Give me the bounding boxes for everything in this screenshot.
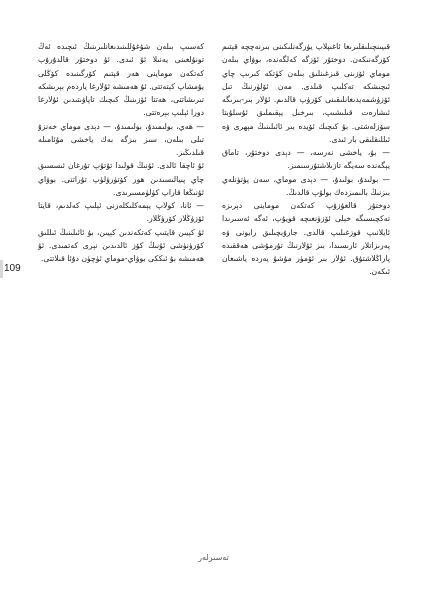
paragraph: — بولىدۇ، بولىدۇ، — دېدى موماي، سەن پۈتۈنلەي بىزنىڭ بالىمىزدەك بولۇپ قالدىڭ.	[222, 174, 390, 197]
paragraph: — ھەي، بولىمىدۇ، بولىمىدۇ، — دېدى موماي خەنزۇ تىلى بىلەن، سىز بىزگە بەك ياخشى مۇئامىلە قىلدىڭىز.	[38, 121, 204, 157]
paragraph: قىيىنچىلىقلىرىغا ئاغىپلاپ يۈرگەنلىكىنى بىرنەچچە قېتىم كۆرگەنىكەن. دوختۇر ئۆزگە كەلگەندە، بوۋاي بىلەن موماي ئۆزىنى قىزغىنلىق بىلەن كۈتكە كىرىپ چاي ئىچىشكە تەكلىپ قىلدى. مەن ئۆلۈرنىڭ تىل ئۆزۈشمەيدىغانلىقىنى كۆرۈپ قالدىم. ئۇلار بىر-بىرىگە ئىشارەت قىلىشىپ، بىرخىل يېقىملىق ئۇسلۇبتا سۆزلەشتى. بۇ كىچىك ئۆيدە بىر ئائىلىنىڭ مېھرى ۋە ئىللىقلىقى بار ئىدى.	[222, 42, 390, 144]
paragraph: ئۇ ئاچقا ئالدى. ئۇنىڭ قولىدا تۇتۇپ تۇرغان ئىسسىق چاي پىيالىسىدىن ھور كۆتۈرۈلۈپ تۇراتتى. بوۋاي ئۇنىڭغا قاراپ كۈلۈمسىرىدى.	[38, 161, 204, 197]
text-column-right	[222, 40, 390, 520]
paragraph: — بۇ، ياخشى نەرسە، — دېدى دوختۇر، تاماق يېگەندە سەيگە تازىلاشتۇرسىمىز.	[222, 148, 390, 171]
paragraph: — ئانا، كولاپ يېمەكلىكلەرنى ئېلىپ كەلدىم، قايتا ئۆزۈڭلار كۆرۈڭلار.	[38, 201, 204, 224]
page-number: 109	[4, 263, 21, 274]
running-footer: تەسىرلەر	[198, 553, 229, 562]
paragraph: دوختۇر قالغۇزۇپ كەتكەن موماينى دېرىزە تەكچىسىگە خېلى ئۆزۈنغىچە قويۇپ، ئەگە ئەسىرىدا ئايلانىپ قوزغىلىپ قالدى. جارۇبچىلىق رايونى ۋە پەرىزاتلار ئارىسىدا، بىز ئۇلارنىڭ تۇرمۇشى ھەققىدە پاراڭلاشتۇق. ئۇلار بىر ئۆمۈر مۇشۇ يەردە ياشىغان ئىكەن.	[222, 201, 390, 277]
text-column-left	[38, 40, 204, 520]
paragraph: ئۇ كېيىن قايتىپ كەتكەندىن كېيىن، بۇ ئائىلىنىڭ ئىللىق كۆرۈنۈشى ئۇنىڭ كۆز ئالدىدىن نېرى كەتمىدى. ئۇ ھەمىشە بۇ ئىككى بوۋاي-موماي ئۈچۈن دۇئا قىلاتتى.	[38, 227, 204, 263]
paragraph: كەسىپ بىلەن شۇغۇللىنىدىغانلىرىنىڭ ئىچىدە ئەڭ تونۇلغىنى يەنىلا ئۇ ئىدى. ئۇ دوختۇر قالدۇرۇپ كەتكەن موماينى ھەر قېتىم كۆرگىنىدە كۆڭلى يۇمشاپ كېتەتتى. ئۇ ھەمىشە ئۇلارغا ياردەم بېرىشكە تىرىشاتتى، ھەتتا ئۆزىنىڭ كىچىك تاپاۋىتىدىن ئۇلارغا دورا ئېلىپ بېرەتتى.	[38, 42, 204, 118]
margin-marker	[0, 260, 3, 278]
